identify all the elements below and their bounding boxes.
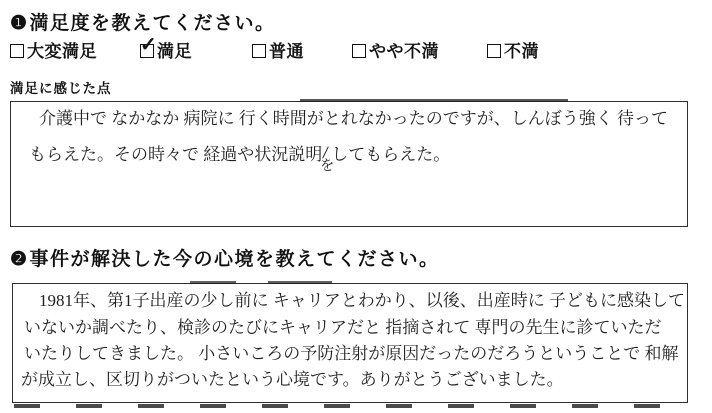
- option-neutral[interactable]: [252, 37, 304, 62]
- checkbox-dissatisfied[interactable]: [487, 44, 501, 58]
- option-label: やや不満: [369, 42, 439, 61]
- option-dissatisfied[interactable]: [487, 37, 539, 62]
- option-label: 普通: [269, 42, 304, 61]
- question-1-title-text: 満足度を教えてください。: [29, 13, 276, 34]
- scan-artifact: [300, 99, 568, 102]
- question-2-title: [10, 244, 440, 271]
- insertion-caret-icon: [320, 143, 335, 174]
- option-label: 不満: [504, 42, 539, 61]
- answer-box-1[interactable]: [10, 101, 688, 227]
- handwritten-line: いたりしてきました。 小さいころの予防注射が原因だったのだろうということで 和解: [24, 344, 679, 363]
- question-2-number-icon: ❷: [10, 249, 29, 270]
- answer-box-2[interactable]: [12, 283, 688, 403]
- handwritten-line: 1981年、第1子出産の少し前に キャリアとわかり、以後、出産時に 子どもに感染して: [39, 291, 685, 310]
- handwritten-line: [29, 143, 451, 174]
- option-satisfied[interactable]: [140, 33, 192, 62]
- option-somewhat-dissatisfied[interactable]: [352, 37, 439, 62]
- handwritten-text-before-insertion: もらえた。その時々で 経過や状況説明: [29, 145, 323, 164]
- option-label: 満足: [157, 42, 192, 61]
- handwritten-line: いないか調べたり、検診のたびにキャリアだと 指摘されて 専門の先生に診ていただ: [24, 318, 662, 337]
- scan-artifact: [190, 281, 236, 284]
- checkbox-neutral[interactable]: [252, 44, 266, 58]
- satisfaction-options-row: [0, 33, 712, 61]
- handwritten-line: が成立し、区切りがついたという心境です。ありがとうございました。: [21, 370, 564, 389]
- question-2-title-text: 事件が解決した今の心境を教えてください。: [29, 249, 440, 270]
- question-1-number-icon: ❶: [10, 13, 29, 34]
- option-very-satisfied[interactable]: [10, 37, 97, 62]
- handwritten-line: 介護中で なかなか 病院に 行く時間がとれなかったのですが、しんぼう強く 待って: [39, 109, 668, 128]
- checkmark-icon: ✓: [140, 33, 158, 56]
- question-1-title: [10, 8, 276, 35]
- scan-artifact: [268, 281, 332, 284]
- handwritten-text-after-insertion: してもらえた。: [331, 145, 451, 164]
- checkbox-very-satisfied[interactable]: [10, 44, 24, 58]
- checkbox-satisfied-checked[interactable]: [140, 33, 158, 58]
- checkbox-somewhat-dissatisfied[interactable]: [352, 44, 366, 58]
- scan-artifact: [14, 404, 686, 408]
- option-label: 大変満足: [27, 42, 97, 61]
- inserted-character: を: [320, 159, 335, 174]
- answer-box-1-label: 満足に感じた点: [10, 81, 112, 96]
